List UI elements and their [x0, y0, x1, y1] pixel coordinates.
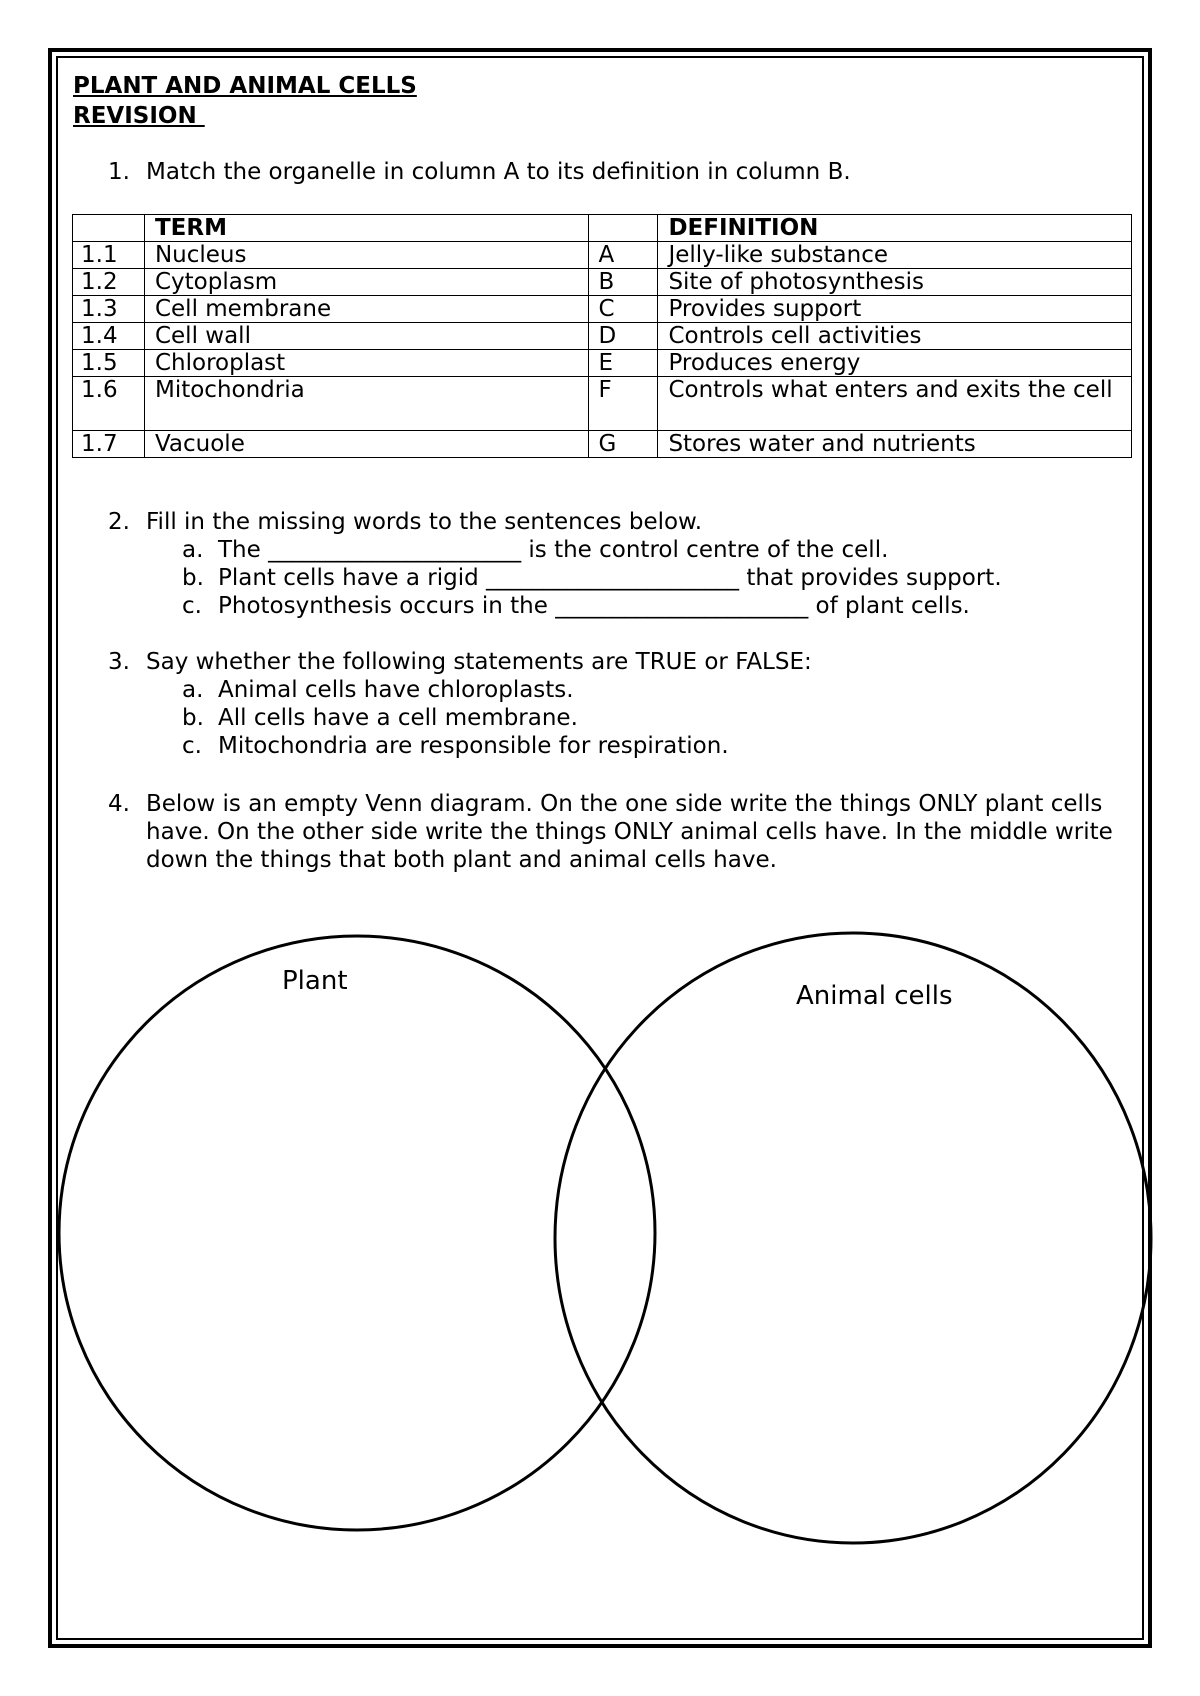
row-definition: Stores water and nutrients [658, 431, 1132, 458]
row-number: 1.7 [73, 431, 145, 458]
worksheet-subtitle: REVISION [73, 103, 205, 129]
worksheet-title: PLANT AND ANIMAL CELLS [73, 73, 417, 99]
question-number: 3. [108, 649, 130, 675]
question-number: 1. [108, 159, 130, 185]
row-number: 1.2 [73, 269, 145, 296]
item-letter: b. [182, 705, 204, 731]
row-term: Cell wall [144, 323, 588, 350]
table-header-term: TERM [144, 215, 588, 242]
question-4-text: Below is an empty Venn diagram. On the one side write the things ONLY plant cells have. On the other side write the things ONLY animal cells have. In the middle write down the things that both plant and animal cells have. [146, 791, 1113, 873]
row-definition: Site of photosynthesis [658, 269, 1132, 296]
item-letter: a. [182, 677, 204, 703]
question-number: 2. [108, 509, 130, 535]
item-text: The ______________________ is the control centre of the cell. [218, 537, 889, 563]
item-letter: c. [182, 593, 202, 619]
question-text: Say whether the following statements are TRUE or FALSE: [146, 649, 812, 675]
row-number: 1.1 [73, 242, 145, 269]
item-text: Photosynthesis occurs in the ______________________ of plant cells. [218, 593, 970, 619]
row-letter: G [588, 431, 658, 458]
item-letter: c. [182, 733, 202, 759]
question-text: Match the organelle in column A to its definition in column B. [146, 159, 851, 185]
item-text: Mitochondria are responsible for respiration. [218, 733, 729, 759]
row-term: Cell membrane [144, 296, 588, 323]
venn-label-animal: Animal cells [796, 981, 953, 1011]
row-term: Vacuole [144, 431, 588, 458]
row-letter: E [588, 350, 658, 377]
row-definition: Produces energy [658, 350, 1132, 377]
row-definition: Controls cell activities [658, 323, 1132, 350]
row-term: Chloroplast [144, 350, 588, 377]
venn-circle-right [555, 933, 1151, 1543]
row-definition: Jelly-like substance [658, 242, 1132, 269]
row-number: 1.4 [73, 323, 145, 350]
row-definition: Provides support [658, 296, 1132, 323]
row-term: Nucleus [144, 242, 588, 269]
row-letter: C [588, 296, 658, 323]
row-letter: A [588, 242, 658, 269]
row-letter: F [588, 377, 658, 431]
row-number: 1.5 [73, 350, 145, 377]
question-number: 4. [108, 791, 130, 817]
venn-label-plant: Plant [282, 966, 348, 996]
item-letter: a. [182, 537, 204, 563]
venn-circle-left [59, 936, 655, 1530]
question-text: Fill in the missing words to the sentences below. [146, 509, 703, 535]
row-letter: B [588, 269, 658, 296]
row-number: 1.3 [73, 296, 145, 323]
row-term: Cytoplasm [144, 269, 588, 296]
row-term: Mitochondria [144, 377, 588, 431]
item-text: All cells have a cell membrane. [218, 705, 578, 731]
item-text: Animal cells have chloroplasts. [218, 677, 574, 703]
row-letter: D [588, 323, 658, 350]
row-definition: Controls what enters and exits the cell [658, 377, 1132, 431]
table-header-definition: DEFINITION [658, 215, 1132, 242]
item-letter: b. [182, 565, 204, 591]
item-text: Plant cells have a rigid ______________________ that provides support. [218, 565, 1002, 591]
row-number: 1.6 [73, 377, 145, 431]
